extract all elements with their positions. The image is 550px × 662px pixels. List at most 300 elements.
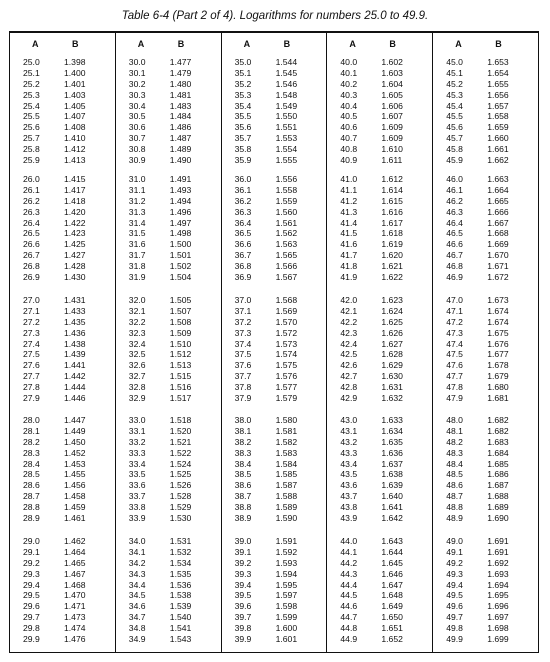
table-row (10, 491, 115, 502)
number-cell: 45.8 (446, 144, 463, 155)
number-cell: 28.2 (23, 436, 40, 447)
logarithm-cell: 1.682 (487, 415, 509, 425)
number-cell: 42.8 (340, 382, 358, 393)
table-row (222, 339, 327, 350)
table-row (433, 590, 538, 601)
logarithm-cell: 1.626 (381, 327, 403, 338)
number-cell: 39.5 (234, 590, 252, 601)
number-cell: 33.3 (128, 447, 146, 458)
logarithm-cell: 1.450 (64, 436, 86, 447)
table-row (433, 634, 538, 645)
number-cell: 35.2 (234, 78, 252, 89)
number-cell: 49.5 (446, 590, 463, 601)
number-cell: 40.7 (340, 133, 358, 144)
table-row (10, 79, 115, 90)
number-cell: 40.2 (340, 78, 358, 89)
number-cell: 35.1 (234, 67, 252, 78)
number-cell: 49.6 (446, 601, 463, 612)
number-cell: 35.0 (234, 57, 252, 67)
number-cell: 33.0 (128, 415, 146, 425)
table-row (327, 415, 432, 426)
table-row (327, 207, 432, 218)
logarithm-cell: 1.646 (381, 568, 403, 579)
number-cell: 30.5 (128, 111, 146, 122)
number-cell: 40.3 (340, 89, 358, 100)
logarithm-cell: 1.669 (487, 239, 509, 250)
table-title: Table 6-4 (Part 2 of 4). Logarithms for numbers 25.0 to 49.9. (121, 10, 429, 22)
number-cell: 29.3 (23, 568, 40, 579)
number-cell: 31.0 (128, 174, 146, 184)
number-cell: 40.6 (340, 122, 358, 133)
logarithm-cell: 1.415 (64, 174, 86, 184)
table-row (10, 144, 115, 155)
number-cell: 33.5 (128, 469, 146, 480)
logarithm-cell: 1.526 (169, 480, 192, 491)
logarithm-cell: 1.664 (487, 184, 509, 195)
logarithm-cell: 1.635 (381, 436, 403, 447)
logarithm-cell: 1.692 (487, 557, 509, 568)
logarithm-cell: 1.632 (381, 393, 403, 404)
logarithm-cell: 1.630 (381, 371, 403, 382)
number-cell: 33.6 (128, 480, 146, 491)
table-row (10, 360, 115, 371)
number-cell: 46.9 (446, 272, 463, 283)
table-row (10, 185, 115, 196)
table-row (116, 250, 221, 261)
number-cell: 25.6 (23, 122, 40, 133)
logarithm-cell: 1.615 (381, 195, 403, 206)
number-cell: 38.6 (234, 480, 252, 491)
number-cell: 46.1 (446, 184, 463, 195)
number-cell: 28.1 (23, 425, 40, 436)
table-row (327, 90, 432, 101)
table-row (10, 218, 115, 229)
logarithm-cell: 1.540 (169, 612, 192, 623)
logarithm-cell: 1.410 (64, 133, 86, 144)
number-cell: 26.5 (23, 228, 40, 239)
number-cell: 38.7 (234, 491, 252, 502)
table-row (327, 101, 432, 112)
table-row (116, 459, 221, 470)
table-row (222, 558, 327, 569)
table-row (116, 339, 221, 350)
logarithm-cell: 1.580 (275, 415, 298, 425)
number-cell: 45.9 (446, 155, 463, 166)
table-row (116, 174, 221, 185)
logarithm-cell: 1.509 (169, 327, 192, 338)
table-row (433, 133, 538, 144)
number-cell: 29.1 (23, 546, 40, 557)
table-row (222, 218, 327, 229)
logarithm-cell: 1.521 (169, 436, 192, 447)
logarithm-cell: 1.549 (275, 100, 298, 111)
logarithm-cell: 1.507 (169, 305, 192, 316)
logarithm-cell: 1.565 (275, 250, 298, 261)
number-cell: 39.2 (234, 557, 252, 568)
logarithm-cell: 1.563 (275, 239, 298, 250)
number-cell: 35.9 (234, 155, 252, 166)
table-row (10, 306, 115, 317)
number-cell: 36.9 (234, 272, 252, 283)
number-cell: 37.7 (234, 371, 252, 382)
logarithm-cell: 1.611 (381, 155, 403, 166)
logarithm-cell: 1.621 (381, 261, 403, 272)
number-cell: 28.8 (23, 502, 40, 513)
logarithm-cell: 1.539 (169, 601, 192, 612)
logarithm-cell: 1.418 (64, 195, 86, 206)
logarithm-cell: 1.479 (169, 67, 192, 78)
table-row (10, 459, 115, 470)
number-cell: 38.4 (234, 458, 252, 469)
table-row (327, 306, 432, 317)
table-row (327, 459, 432, 470)
table-row (433, 90, 538, 101)
logarithm-cell: 1.467 (64, 568, 86, 579)
table-row (116, 349, 221, 360)
number-cell: 34.0 (128, 536, 146, 546)
table-row (116, 196, 221, 207)
column-header-b: B (495, 39, 502, 49)
number-cell: 40.8 (340, 144, 358, 155)
row-block (222, 415, 327, 524)
table-row (116, 580, 221, 591)
row-block (327, 415, 432, 524)
logarithm-cell: 1.638 (381, 469, 403, 480)
number-cell: 27.0 (23, 295, 40, 305)
logarithm-cell: 1.690 (487, 513, 509, 524)
number-cell: 42.4 (340, 338, 358, 349)
logarithm-cell: 1.605 (381, 89, 403, 100)
column-group (115, 33, 221, 652)
table-row (327, 536, 432, 547)
table-row (10, 339, 115, 350)
logarithm-cell: 1.686 (487, 469, 509, 480)
number-cell: 26.9 (23, 272, 40, 283)
table-row (116, 90, 221, 101)
logarithm-cell: 1.597 (275, 590, 298, 601)
logarithm-cell: 1.607 (381, 111, 403, 122)
number-cell: 48.7 (446, 491, 463, 502)
logarithm-cell: 1.659 (487, 122, 509, 133)
table-row (327, 339, 432, 350)
table-row (327, 111, 432, 122)
row-block (222, 295, 327, 404)
table-row (10, 480, 115, 491)
logarithm-cell: 1.590 (275, 513, 298, 524)
logarithm-cell: 1.576 (275, 371, 298, 382)
logarithm-cell: 1.405 (64, 100, 86, 111)
row-block (10, 415, 115, 524)
logarithm-cell: 1.562 (275, 228, 298, 239)
table-row (433, 122, 538, 133)
number-cell: 43.2 (340, 436, 358, 447)
row-block (222, 536, 327, 645)
row-block (222, 57, 327, 166)
table-row (327, 491, 432, 502)
number-cell: 29.7 (23, 612, 40, 623)
logarithm-cell: 1.573 (275, 338, 298, 349)
logarithm-cell: 1.534 (169, 557, 192, 568)
number-cell: 47.0 (446, 295, 463, 305)
table-row (10, 415, 115, 426)
logarithm-cell: 1.663 (487, 174, 509, 184)
table-row (222, 448, 327, 459)
table-row (433, 228, 538, 239)
table-row (433, 623, 538, 634)
row-block (10, 174, 115, 283)
number-cell: 26.3 (23, 206, 40, 217)
table-row (10, 261, 115, 272)
table-row (116, 317, 221, 328)
table-row (222, 502, 327, 513)
table-row (433, 426, 538, 437)
table-row (10, 133, 115, 144)
logarithm-cell: 1.581 (275, 425, 298, 436)
number-cell: 44.1 (340, 546, 358, 557)
table-row (10, 228, 115, 239)
logarithm-cell: 1.623 (381, 295, 403, 305)
number-cell: 47.3 (446, 327, 463, 338)
number-cell: 42.3 (340, 327, 358, 338)
logarithm-cell: 1.633 (381, 415, 403, 425)
logarithm-cell: 1.518 (169, 415, 192, 425)
table-row (222, 295, 327, 306)
table-row (222, 601, 327, 612)
number-cell: 48.1 (446, 425, 463, 436)
logarithm-cell: 1.594 (275, 568, 298, 579)
logarithm-cell: 1.489 (169, 144, 192, 155)
logarithm-cell: 1.458 (64, 491, 86, 502)
logarithm-cell: 1.681 (487, 393, 509, 404)
logarithm-cell: 1.691 (487, 536, 509, 546)
number-cell: 46.2 (446, 195, 463, 206)
logarithm-cell: 1.470 (64, 590, 86, 601)
logarithm-cell: 1.515 (169, 371, 192, 382)
logarithm-cell: 1.609 (381, 122, 403, 133)
number-cell: 43.6 (340, 480, 358, 491)
number-cell: 37.1 (234, 305, 252, 316)
table-row (10, 580, 115, 591)
number-cell: 36.1 (234, 184, 252, 195)
table-row (116, 623, 221, 634)
number-cell: 39.9 (234, 634, 252, 645)
number-cell: 48.2 (446, 436, 463, 447)
logarithm-cell: 1.487 (169, 133, 192, 144)
logarithm-cell: 1.599 (275, 612, 298, 623)
number-cell: 41.1 (340, 184, 358, 195)
table-row (116, 569, 221, 580)
logarithm-cell: 1.497 (169, 217, 192, 228)
number-cell: 29.6 (23, 601, 40, 612)
number-cell: 44.7 (340, 612, 358, 623)
table-row (10, 196, 115, 207)
row-block (433, 57, 538, 166)
row-block (116, 415, 221, 524)
number-cell: 29.8 (23, 623, 40, 634)
table-row (10, 68, 115, 79)
number-cell: 31.5 (128, 228, 146, 239)
logarithm-cell: 1.656 (487, 89, 509, 100)
logarithm-cell: 1.622 (381, 272, 403, 283)
logarithm-cell: 1.570 (275, 316, 298, 327)
row-block (10, 536, 115, 645)
number-cell: 42.2 (340, 316, 358, 327)
column-header-b: B (283, 39, 291, 49)
logarithm-cell: 1.529 (169, 502, 192, 513)
table-row (222, 612, 327, 623)
table-row (116, 218, 221, 229)
number-cell: 44.0 (340, 536, 358, 546)
number-cell: 45.0 (446, 57, 463, 67)
table-row (10, 590, 115, 601)
logarithm-cell: 1.673 (487, 295, 509, 305)
table-row (116, 393, 221, 404)
number-cell: 41.5 (340, 228, 358, 239)
row-block (327, 174, 432, 283)
logarithm-cell: 1.543 (169, 634, 192, 645)
number-cell: 30.2 (128, 78, 146, 89)
table-row (222, 437, 327, 448)
number-cell: 35.6 (234, 122, 252, 133)
number-cell: 34.1 (128, 546, 146, 557)
logarithm-cell: 1.653 (487, 57, 509, 67)
table-row (327, 144, 432, 155)
table-row (327, 469, 432, 480)
logarithm-cell: 1.431 (64, 295, 86, 305)
table-row (222, 261, 327, 272)
logarithm-cell: 1.670 (487, 250, 509, 261)
number-cell: 41.3 (340, 206, 358, 217)
number-cell: 36.3 (234, 206, 252, 217)
logarithm-cell: 1.666 (487, 206, 509, 217)
column-header-a: A (243, 39, 251, 49)
table-row (222, 547, 327, 558)
logarithm-cell: 1.498 (169, 228, 192, 239)
logarithm-cell: 1.433 (64, 305, 86, 316)
table-row (222, 480, 327, 491)
logarithm-cell: 1.695 (487, 590, 509, 601)
table-row (116, 57, 221, 68)
number-cell: 30.3 (128, 89, 146, 100)
number-cell: 27.1 (23, 305, 40, 316)
table-row (116, 590, 221, 601)
logarithm-cell: 1.559 (275, 195, 298, 206)
table-row (116, 239, 221, 250)
number-cell: 46.4 (446, 217, 463, 228)
number-cell: 47.1 (446, 305, 463, 316)
number-cell: 25.1 (23, 67, 40, 78)
logarithm-cell: 1.428 (64, 261, 86, 272)
logarithm-cell: 1.502 (169, 261, 192, 272)
number-cell: 42.5 (340, 349, 358, 360)
number-cell: 31.6 (128, 239, 146, 250)
table-row (433, 155, 538, 166)
logarithm-cell: 1.682 (487, 425, 509, 436)
table-row (116, 480, 221, 491)
logarithm-cell: 1.677 (487, 349, 509, 360)
logarithm-cell: 1.606 (381, 100, 403, 111)
table-row (222, 634, 327, 645)
number-cell: 34.3 (128, 568, 146, 579)
logarithm-cell: 1.674 (487, 316, 509, 327)
logarithm-cell: 1.474 (64, 623, 86, 634)
logarithm-cell: 1.619 (381, 239, 403, 250)
logarithm-cell: 1.528 (169, 491, 192, 502)
table-row (222, 57, 327, 68)
logarithm-cell: 1.403 (64, 89, 86, 100)
table-row (222, 536, 327, 547)
number-cell: 31.2 (128, 195, 146, 206)
number-cell: 31.9 (128, 272, 146, 283)
logarithm-cell: 1.477 (169, 57, 192, 67)
table-row (327, 437, 432, 448)
logarithm-cell: 1.587 (275, 480, 298, 491)
logarithm-cell: 1.584 (275, 458, 298, 469)
table-row (10, 272, 115, 283)
number-cell: 36.0 (234, 174, 252, 184)
table-row (327, 558, 432, 569)
logarithm-cell: 1.484 (169, 111, 192, 122)
number-cell: 47.4 (446, 338, 463, 349)
number-cell: 47.6 (446, 360, 463, 371)
table-row (10, 448, 115, 459)
number-cell: 28.6 (23, 480, 40, 491)
number-cell: 25.8 (23, 144, 40, 155)
logarithm-cell: 1.672 (487, 272, 509, 283)
number-cell: 38.8 (234, 502, 252, 513)
number-cell: 29.5 (23, 590, 40, 601)
table-row (116, 502, 221, 513)
number-cell: 26.4 (23, 217, 40, 228)
table-row (327, 580, 432, 591)
number-cell: 41.0 (340, 174, 358, 184)
table-row (433, 272, 538, 283)
logarithm-cell: 1.435 (64, 316, 86, 327)
table-row (433, 601, 538, 612)
table-row (116, 101, 221, 112)
number-cell: 49.7 (446, 612, 463, 623)
number-cell: 40.5 (340, 111, 358, 122)
logarithm-cell: 1.645 (381, 557, 403, 568)
number-cell: 36.8 (234, 261, 252, 272)
table-row (222, 513, 327, 524)
number-cell: 44.9 (340, 634, 358, 645)
table-row (433, 349, 538, 360)
logarithm-cell: 1.585 (275, 469, 298, 480)
logarithm-cell: 1.504 (169, 272, 192, 283)
table-row (222, 250, 327, 261)
number-cell: 41.9 (340, 272, 358, 283)
column-header-b: B (72, 39, 79, 49)
number-cell: 37.4 (234, 338, 252, 349)
logarithm-cell: 1.520 (169, 425, 192, 436)
table-row (10, 90, 115, 101)
logarithm-cell: 1.501 (169, 250, 192, 261)
number-cell: 27.2 (23, 316, 40, 327)
table-row (327, 79, 432, 90)
number-cell: 32.4 (128, 338, 146, 349)
logarithm-cell: 1.524 (169, 458, 192, 469)
number-cell: 26.7 (23, 250, 40, 261)
table-row (116, 469, 221, 480)
number-cell: 37.8 (234, 382, 252, 393)
table-row (433, 360, 538, 371)
table-row (327, 196, 432, 207)
logarithm-cell: 1.658 (487, 111, 509, 122)
table-row (327, 480, 432, 491)
table-row (433, 68, 538, 79)
table-row (10, 122, 115, 133)
